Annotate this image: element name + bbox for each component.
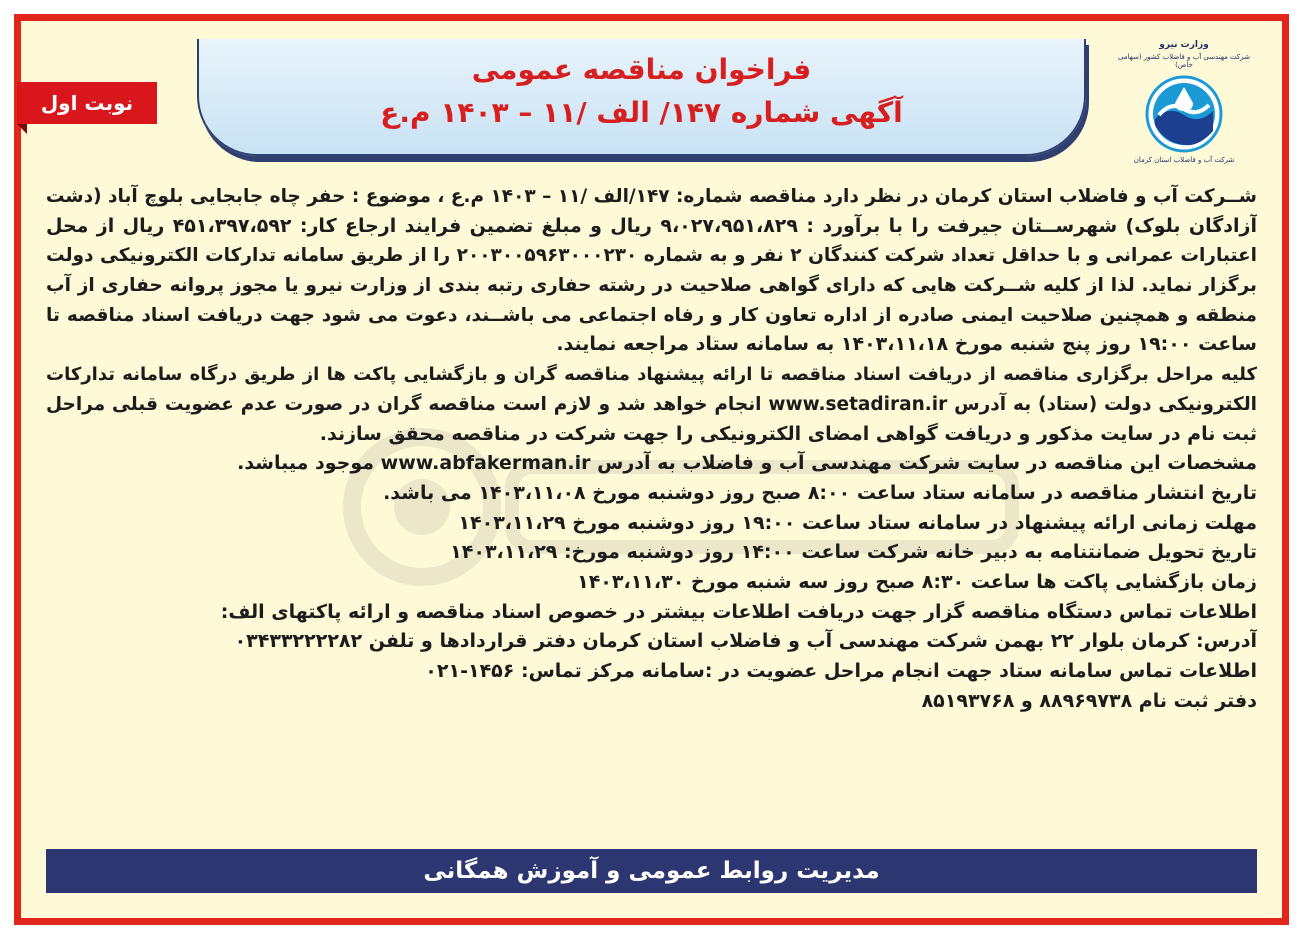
body-line: آزادگان بلوک) شهرســتان جیرفت را با برآورد : ۹،۰۲۷،۹۵۱،۸۲۹ ریال و مبلغ تضمین فرایند ارجاع کار: ۴۵۱،۳۹۷،۵۹۲ ریال از محل [46,214,1257,237]
body-line: تاریخ تحویل ضمانتنامه به دبیر خانه شرکت ساعت ۱۴:۰۰ روز دوشنبه مورخ: ۱۴۰۳،۱۱،۲۹ [450,541,1257,564]
water-drop-logo-icon [1145,75,1223,153]
body-line: برگزار نماید. لذا از کلیه شــرکت هایی که دارای گواهی صلاحیت در رشته حفاری رتبه بندی از وزارت نیرو یا مجوز پروانه حفاری از آب [46,275,1257,297]
notice-inner [32,32,1271,907]
notice-frame [14,14,1289,925]
body-line: الکترونیکی دولت (ستاد) به آدرس www.setadiran.ir انجام خواهد شد و لازم است مناقصه گران در صورت عدم عضویت قبلی مراحل [46,393,1257,415]
logo-caption: شرکت آب و فاضلاب استان کرمان [1133,156,1235,164]
body-line: مهلت زمانی ارائه پیشنهاد در سامانه ستاد ساعت ۱۹:۰۰ روز دوشنبه مورخ ۱۴۰۳،۱۱،۲۹ [458,511,1257,534]
body-line: اعتبارات عمرانی و با حداقل تعداد شرکت کنندگان ۲ نفر و به شماره ۲۰۰۳۰۰۵۹۶۳۰۰۰۲۳۰ را از طریق سامانه تدارکات الکترونیکی دولت [46,245,1257,267]
body-line: شــرکت آب و فاضلاب استان کرمان در نظر دارد مناقصه شماره: ۱۴۷/الف /۱۱ – ۱۴۰۳ م.ع ، موضوع : حفر چاه جابجایی بلوچ آباد (دشت [46,186,1257,207]
logo-company-text: شرکت مهندسی آب و فاضلاب کشور (سهامی خاص) [1118,53,1250,69]
body-line: کلیه مراحل برگزاری مناقصه از دریافت اسناد مناقصه تا ارائه پیشنهاد مناقصه گران و بازگشایی پاکت ها از طریق درگاه سامانه تدارکات [46,364,1257,386]
body-line: اطلاعات تماس دستگاه مناقصه گزار جهت دریافت اطلاعات بیشتر در خصوص اسناد مناقصه و ارائه پاکتهای الف: [220,600,1257,623]
first-round-badge: نوبت اول [17,82,157,124]
company-logo [1109,38,1259,178]
body-line: تاریخ انتشار مناقصه در سامانه ستاد ساعت ۸:۰۰ صبح روز دوشنبه مورخ ۱۴۰۳،۱۱،۰۸ می باشد. [383,481,1257,504]
body-line: مشخصات این مناقصه در سایت شرکت مهندسی آب و فاضلاب به آدرس www.abfakerman.ir موجود میباشد. [237,452,1257,475]
notice-body [46,182,1257,837]
body-line: منطقه و همچنین صلاحیت ایمنی صادره از اداره تعاون کار و رفاه اجتماعی می باشــند، دعوت می شود جهت دریافت اسناد مناقصه تا [46,304,1257,326]
notice-number: آگهی شماره ۱۴۷/ الف /۱۱ – ۱۴۰۳ م.ع [380,96,903,129]
body-line: زمان بازگشایی پاکت ها ساعت ۸:۳۰ صبح روز سه شنبه مورخ ۱۴۰۳،۱۱،۳۰ [577,570,1257,593]
page-title: فراخوان مناقصه عمومی [471,53,812,86]
body-line: اطلاعات تماس سامانه ستاد جهت انجام مراحل عضویت در :سامانه مرکز تماس: ۱۴۵۶-۰۲۱ [425,660,1257,682]
logo-ministry-text: وزارت نیرو [1159,40,1209,50]
footer-banner: مدیریت روابط عمومی و آموزش همگانی [46,849,1257,893]
header-banner [197,39,1086,156]
body-line: آدرس: کرمان بلوار ۲۲ بهمن شرکت مهندسی آب و فاضلاب استان کرمان دفتر قراردادها و تلفن ۰۳۴۳۳۲۲۲۲۸۲ [234,630,1257,653]
body-line: ثبت نام در سایت مذکور و دریافت گواهی امضای الکترونیکی را جهت شرکت در مناقصه محقق سازند. [319,422,1257,445]
body-line: دفتر ثبت نام ۸۸۹۶۹۷۳۸ و ۸۵۱۹۳۷۶۸ [921,689,1257,712]
body-line: ساعت ۱۹:۰۰ روز پنج شنبه مورخ ۱۴۰۳،۱۱،۱۸ به سامانه ستاد مراجعه نمایند. [556,333,1257,356]
